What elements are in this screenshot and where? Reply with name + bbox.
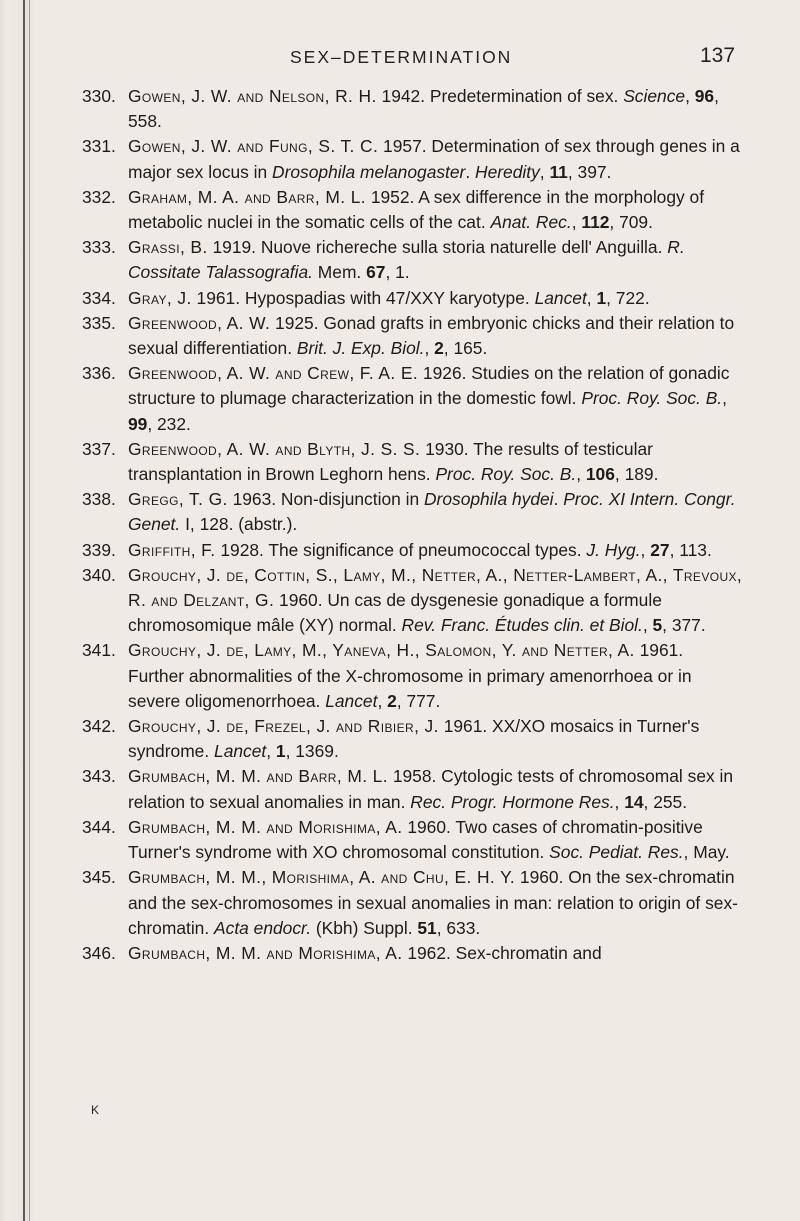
reference-year-title: 1926. Studies on the relation of gonadic structure to plumage characterization in the domestic fowl. [128, 363, 730, 409]
reference-authors: Grumbach, M. M. and Morishima, A. [128, 816, 403, 837]
reference-number: 341. [82, 640, 116, 661]
reference-entry [82, 815, 744, 865]
reference-title-italic: Drosophila melanogaster [272, 161, 466, 182]
reference-journal: Rec. Progr. Hormone Res. [410, 791, 615, 812]
reference-journal: Proc. XI Intern. Congr. Genet. [128, 489, 736, 535]
reference-pages: , 165. [443, 338, 488, 359]
reference-volume: 112 [581, 212, 610, 233]
reference-separator: , [640, 539, 651, 560]
gutter-line [23, 0, 25, 1221]
reference-pages: , 232. [147, 413, 191, 434]
reference-separator: , [377, 690, 388, 711]
reference-journal: Lancet [534, 287, 587, 308]
reference-authors: Grumbach, M. M. and Barr, M. L. [128, 766, 388, 787]
reference-entry [82, 437, 744, 487]
reference-year-title: 1962. Sex-chromatin and [402, 942, 602, 963]
reference-pages: , 633. [436, 917, 481, 938]
reference-pages: , 397. [567, 161, 612, 182]
reference-journal: Science [623, 86, 686, 106]
reference-journal: Proc. Roy. Soc. B. [581, 388, 723, 409]
reference-authors: Grouchy, J. de, Lamy, M., Yaneva, H., Salomon, Y. and Netter, A. [128, 640, 635, 661]
reference-authors: Greenwood, A. W. and Crew, F. A. E. [128, 363, 419, 384]
reference-volume: 2 [387, 690, 397, 711]
reference-entry [82, 286, 744, 311]
reference-year-title: 1961. Further abnormalities of the X-chromosome in primary amenorrhoea or in severe oligomenorrhoea. [128, 640, 692, 711]
reference-number: 334. [82, 287, 116, 308]
reference-entry [82, 361, 744, 437]
reference-journal: Proc. Roy. Soc. B. [435, 464, 577, 485]
reference-journal: Anat. Rec. [490, 212, 572, 233]
reference-journal: Acta endocr. [214, 917, 312, 938]
reference-year-title: 1960. Un cas de dysgenesie gonadique a formule chromosomique mâle (XY) normal. [128, 590, 662, 636]
reference-year-title: 1919. Nuove richereche sulla storia naturelle dell' Anguilla. [207, 237, 668, 258]
reference-volume-plain: May. [693, 842, 730, 863]
reference-year-title: 1960. On the sex-chromatin and the sex-chromosomes in sexual anomalies in man: relation to origin of sex-chromatin. [128, 867, 738, 938]
reference-journal: Lancet [214, 741, 267, 762]
reference-entry [82, 134, 744, 184]
reference-number: 330. [82, 86, 116, 106]
reference-number: 342. [82, 716, 116, 737]
reference-separator: , [685, 86, 695, 106]
reference-pages: , 128. (abstr.). [189, 514, 298, 535]
reference-year-title: 1928. The significance of pneumococcal types. [215, 539, 587, 560]
reference-authors: Graham, M. A. and Barr, M. L. [128, 186, 366, 207]
reference-journal: R. Cossitate Talassografia. [128, 237, 685, 283]
reference-separator: , [571, 212, 582, 233]
reference-volume: 27 [650, 539, 670, 560]
reference-journal: Rev. Franc. Études clin. et Biol. [401, 615, 643, 636]
reference-number: 346. [82, 942, 116, 963]
reference-pages: , 777. [396, 690, 441, 711]
reference-year-title: 1958. Cytologic tests of chromosomal sex in relation to sexual anomalies in man. [128, 766, 734, 812]
reference-authors: Greenwood, A. W. and Blyth, J. S. S. [128, 438, 421, 459]
reference-number: 343. [82, 766, 116, 787]
reference-volume: 5 [652, 615, 663, 636]
reference-volume: 99 [128, 413, 148, 434]
reference-year-title: 1960. Two cases of chromatin-positive Turner's syndrome with XO chromosomal constitution. [128, 816, 703, 863]
reference-entry [82, 638, 744, 714]
reference-separator: , [424, 338, 435, 359]
reference-entry [82, 487, 744, 537]
reference-year-title: 1957. Determination of sex through genes in a major sex locus in [128, 136, 740, 182]
reference-title-end: . [465, 161, 476, 182]
reference-volume: 2 [434, 338, 444, 359]
reference-year-title: 1925. Gonad grafts in embryonic chicks and their relation to sexual differentiation. [128, 312, 735, 359]
reference-entry [82, 538, 744, 563]
reference-title-italic: Drosophila hydei [423, 489, 554, 510]
reference-authors: Griffith, F. [128, 539, 216, 560]
reference-number: 340. [82, 564, 116, 585]
reference-journal: Brit. J. Exp. Biol. [296, 338, 425, 359]
reference-pages: , 255. [643, 791, 688, 812]
reference-entry [82, 235, 744, 285]
reference-pages: , 722. [606, 287, 650, 308]
reference-year-title: 1952. A sex difference in the morphology of metabolic nuclei in the somatic cells of the cat. [128, 186, 705, 233]
reference-year-title: 1961. Hypospadias with 47/XXY karyotype. [191, 287, 535, 308]
page-number: 137 [700, 44, 736, 67]
reference-separator: , [722, 388, 727, 409]
reference-volume: 14 [624, 791, 644, 812]
reference-pages: , 189. [614, 464, 659, 485]
reference-separator: , [683, 842, 694, 863]
reference-authors: Gray, J. [128, 287, 192, 308]
reference-number: 338. [82, 489, 116, 510]
reference-authors: Grumbach, M. M. and Morishima, A. [128, 942, 403, 963]
reference-year-title: 1961. XX/XO mosaics in Turner's syndrome. [128, 716, 700, 762]
reference-list [82, 84, 744, 966]
reference-volume: 51 [417, 917, 437, 938]
reference-authors: Grassi, B. [128, 237, 208, 258]
reference-number: 331. [82, 136, 116, 157]
reference-pages: , 709. [609, 212, 653, 233]
reference-pages: , 1369. [285, 741, 339, 762]
reference-pages: , 377. [662, 615, 706, 636]
reference-number: 344. [82, 816, 116, 837]
reference-volume: 96 [694, 86, 715, 106]
reference-authors: Gowen, J. W. and Nelson, R. H. [128, 86, 377, 106]
reference-authors: Grouchy, J. de, Frezel, J. and Ribier, J. [128, 716, 439, 737]
reference-pages: , 558. [128, 86, 719, 132]
reference-number: 337. [82, 438, 116, 459]
reference-title-end: . [553, 489, 564, 510]
reference-entry [82, 311, 744, 361]
reference-volume-plain: I [185, 514, 190, 535]
reference-separator: , [642, 615, 653, 636]
reference-entry [82, 941, 744, 966]
reference-authors: Grumbach, M. M., Morishima, A. and Chu, E. H. Y. [128, 867, 516, 888]
reference-year-title: 1942. Predetermination of sex. [376, 86, 624, 106]
reference-authors: Gowen, J. W. and Fung, S. T. C. [128, 136, 379, 157]
reference-volume: 67 [366, 262, 386, 283]
reference-authors: Greenwood, A. W. [128, 312, 271, 333]
reference-authors: Grouchy, J. de, Cottin, S., Lamy, M., Netter, A., Netter-Lambert, A., Trevoux, R. and Delzant, G. [128, 564, 743, 611]
gutter-line-secondary [29, 0, 30, 1221]
reference-entry [82, 714, 744, 764]
reference-volume: 106 [585, 464, 615, 485]
reference-pages: , 113. [669, 539, 712, 560]
reference-journal: Heredity [475, 161, 540, 182]
reference-entry [82, 865, 744, 941]
reference-separator: , [614, 791, 625, 812]
reference-journal: Lancet [325, 690, 378, 711]
reference-entry [82, 563, 744, 639]
reference-separator: , [586, 287, 597, 308]
reference-entry [82, 185, 744, 235]
reference-separator: , [576, 464, 586, 485]
reference-entry [82, 764, 744, 814]
reference-volume: 1 [596, 287, 607, 308]
reference-volume: 1 [275, 741, 286, 762]
reference-journal: Soc. Pediat. Res. [549, 842, 684, 863]
reference-number: 336. [82, 363, 116, 384]
reference-journal: J. Hyg. [586, 539, 641, 560]
reference-volume: 11 [549, 161, 568, 182]
reference-number: 339. [82, 539, 116, 560]
signature-mark: K [91, 1103, 100, 1117]
reference-separator: Mem. [312, 262, 367, 283]
reference-separator: , [539, 161, 550, 182]
reference-authors: Gregg, T. G. [128, 489, 228, 510]
running-head: SEX–DETERMINATION [290, 47, 513, 67]
reference-year-title: 1930. The results of testicular transplantation in Brown Leghorn hens. [128, 438, 653, 485]
reference-number: 332. [82, 186, 116, 207]
reference-entry [82, 84, 744, 134]
reference-separator: , [266, 741, 276, 762]
reference-number: 335. [82, 312, 116, 333]
reference-pages: , 1. [385, 262, 410, 283]
reference-separator: (Kbh) Suppl. [311, 917, 418, 938]
reference-number: 345. [82, 867, 116, 888]
reference-number: 333. [82, 237, 116, 258]
reference-year-title: 1963. Non-disjunction in [227, 489, 424, 510]
